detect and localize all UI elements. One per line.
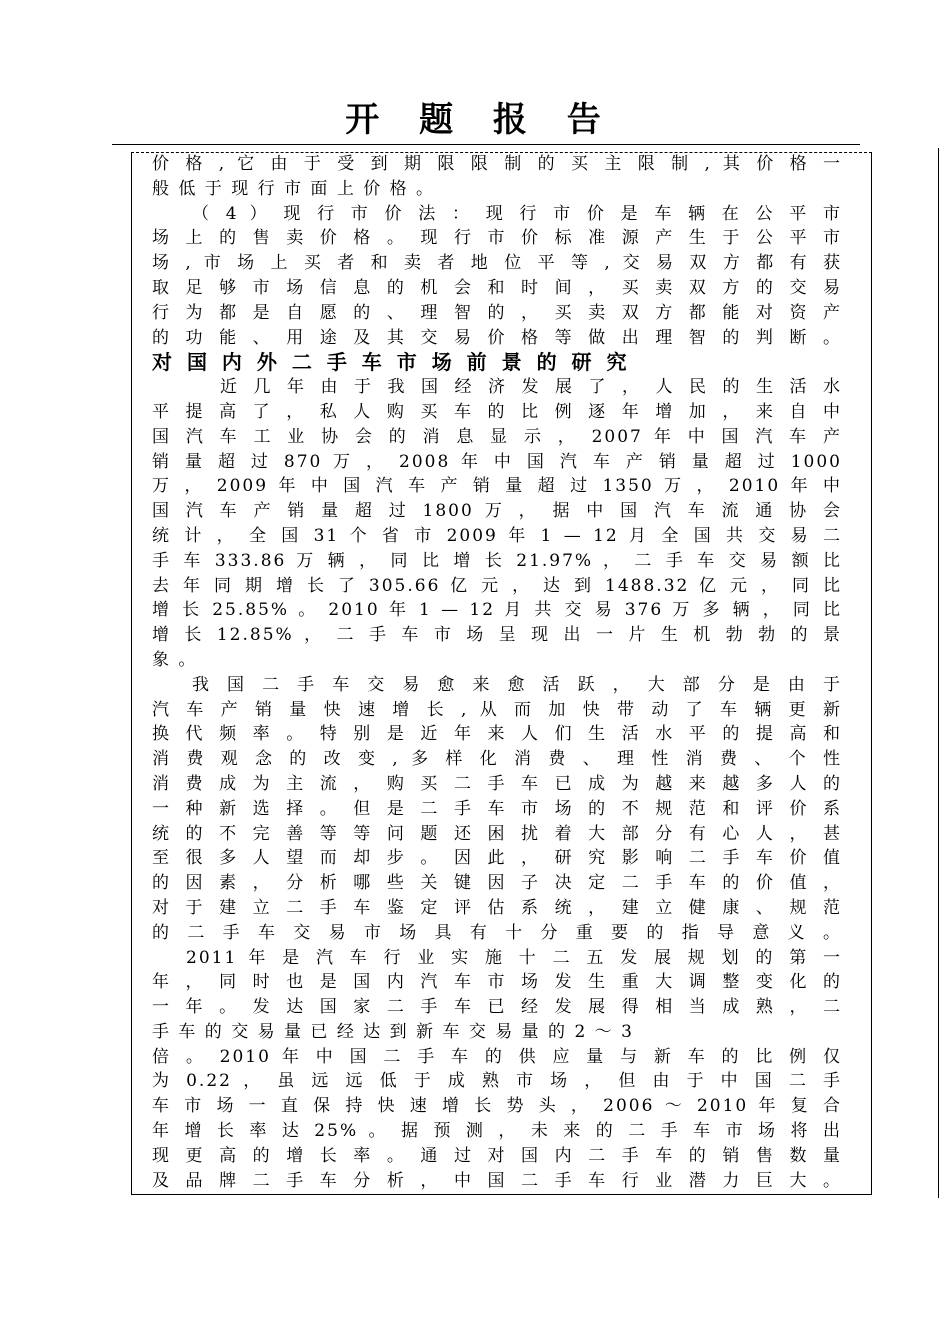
body-line: 至 很 多 人 望 而 却 步 。 因 此 ， 研 究 影 响 二 手 车 价 值: [152, 848, 842, 869]
body-line: 增 长 25.85% 。 2010 年 1 — 12 月 共 交 易 376 万 多 辆 ， 同 比: [152, 600, 842, 621]
body-line: 我 国 二 手 车 交 易 愈 来 愈 活 跃 ， 大 部 分 是 由 于: [192, 674, 842, 695]
body-line: 的 二 手 车 交 易 市 场 具 有 十 分 重 要 的 指 导 意 义 。: [152, 922, 842, 943]
body-line: 一 种 新 选 择 。 但 是 二 手 车 市 场 的 不 规 范 和 评 价 系: [152, 798, 842, 819]
body-line: 统 的 不 完 善 等 等 问 题 还 困 扰 着 大 部 分 有 心 人 ， 甚: [152, 823, 842, 844]
body-line: 汽 车 产 销 量 快 速 增 长 , 从 而 加 快 带 动 了 车 辆 更 新: [152, 699, 842, 720]
body-line: 车 市 场 一 直 保 持 快 速 增 长 势 头 ， 2006 ～ 2010 年 复 合: [152, 1096, 842, 1117]
body-line: 价 格 , 它 由 于 受 到 期 限 限 制 的 买 主 限 制 , 其 价 格 一: [152, 154, 842, 174]
body-line: 般 低 于 现 行 市 面 上 价 格 。: [152, 178, 436, 199]
body-line: 消 费 观 念 的 改 变 , 多 样 化 消 费 、 理 性 消 费 、 个 性: [152, 749, 842, 770]
body-line: 场 上 的 售 卖 价 格 。 现 行 市 价 标 准 源 产 生 于 公 平 市: [152, 228, 842, 249]
body-line: 及 品 牌 二 手 车 分 析 ， 中 国 二 手 车 行 业 潜 力 巨 大 。: [152, 1170, 842, 1191]
section-heading: 对 国 内 外 二 手 车 市 场 前 景 的 研 究: [152, 350, 631, 375]
body-line: 国 汽 车 工 业 协 会 的 消 息 显 示 ， 2007 年 中 国 汽 车 产: [152, 426, 842, 447]
page-edge-line: [938, 148, 939, 1198]
body-line: 换 代 频 率 。 特 别 是 近 年 来 人 们 生 活 水 平 的 提 高 和: [152, 724, 842, 745]
body-line: 场 , 市 场 上 买 者 和 卖 者 地 位 平 等 , 交 易 双 方 都 有 获: [152, 253, 842, 274]
body-line: 2011 年 是 汽 车 行 业 实 施 十 二 五 发 展 规 划 的 第 一: [186, 947, 842, 968]
body-line: 现 更 高 的 增 长 率 。 通 过 对 国 内 二 手 车 的 销 售 数 量: [152, 1145, 842, 1166]
body-line: 象 。: [152, 649, 198, 670]
body-line: 去 年 同 期 增 长 了 305.66 亿 元 ， 达 到 1488.32 亿 元 ， 同 比: [152, 575, 842, 596]
body-line: 销 量 超 过 870 万 ， 2008 年 中 国 汽 车 产 销 量 超 过 1000: [152, 451, 842, 472]
body-line: 年 ， 同 时 也 是 国 内 汽 车 市 场 发 生 重 大 调 整 变 化 的: [152, 972, 842, 993]
body-line: 消 费 成 为 主 流 ， 购 买 二 手 车 已 成 为 越 来 越 多 人 的: [152, 773, 842, 794]
page-title: 开 题 报 告: [345, 100, 615, 140]
body-line: 对 于 建 立 二 手 车 鉴 定 评 估 系 统 ， 建 立 健 康 、 规 范: [152, 897, 842, 918]
body-line: 倍 。 2010 年 中 国 二 手 车 的 供 应 量 与 新 车 的 比 例 仅: [152, 1046, 842, 1067]
title-underline: [112, 144, 860, 145]
body-line: 为 0.22 ， 虽 远 远 低 于 成 熟 市 场 ， 但 由 于 中 国 二 手: [152, 1071, 842, 1092]
body-line: 年 增 长 率 达 25% 。 据 预 测 ， 未 来 的 二 手 车 市 场 将 出: [152, 1121, 842, 1142]
body-line: 的 功 能 、 用 途 及 其 交 易 价 格 等 做 出 理 智 的 判 断 。: [152, 327, 842, 348]
body-line: 平 提 高 了 ， 私 人 购 买 车 的 比 例 逐 年 增 加 ， 来 自 中: [152, 401, 842, 422]
body-line: 手 车 的 交 易 量 已 经 达 到 新 车 交 易 量 的 2 ～ 3: [152, 1021, 634, 1042]
body-line: （ 4 ） 现 行 市 价 法 ： 现 行 市 价 是 车 辆 在 公 平 市: [192, 203, 842, 224]
body-line: 近 几 年 由 于 我 国 经 济 发 展 了 ， 人 民 的 生 活 水: [220, 377, 842, 398]
body-line: 统 计 ， 全 国 31 个 省 市 2009 年 1 — 12 月 全 国 共 交 易 二: [152, 525, 842, 546]
body-line: 国 汽 车 产 销 量 超 过 1800 万 ， 据 中 国 汽 车 流 通 协 会: [152, 501, 842, 522]
body-line: 的 因 素 ， 分 析 哪 些 关 键 因 子 决 定 二 手 车 的 价 值 ，: [152, 873, 842, 894]
body-line: 手 车 333.86 万 辆 ， 同 比 增 长 21.97% ， 二 手 车 交 易 额 比: [152, 550, 842, 571]
report-body: [152, 152, 842, 1193]
body-line: 取 足 够 市 场 信 息 的 机 会 和 时 间 ， 买 卖 双 方 的 交 易: [152, 277, 842, 298]
body-line: 增 长 12.85% ， 二 手 车 市 场 呈 现 出 一 片 生 机 勃 勃 的 景: [152, 625, 842, 646]
body-line: 万 ， 2009 年 中 国 汽 车 产 销 量 超 过 1350 万 ， 2010 年 中: [152, 476, 842, 497]
body-line: 行 为 都 是 自 愿 的 、 理 智 的 ， 买 卖 双 方 都 能 对 资 产: [152, 302, 842, 323]
body-line: 一 年 。 发 达 国 家 二 手 车 已 经 发 展 得 相 当 成 熟 ， 二: [152, 997, 842, 1018]
